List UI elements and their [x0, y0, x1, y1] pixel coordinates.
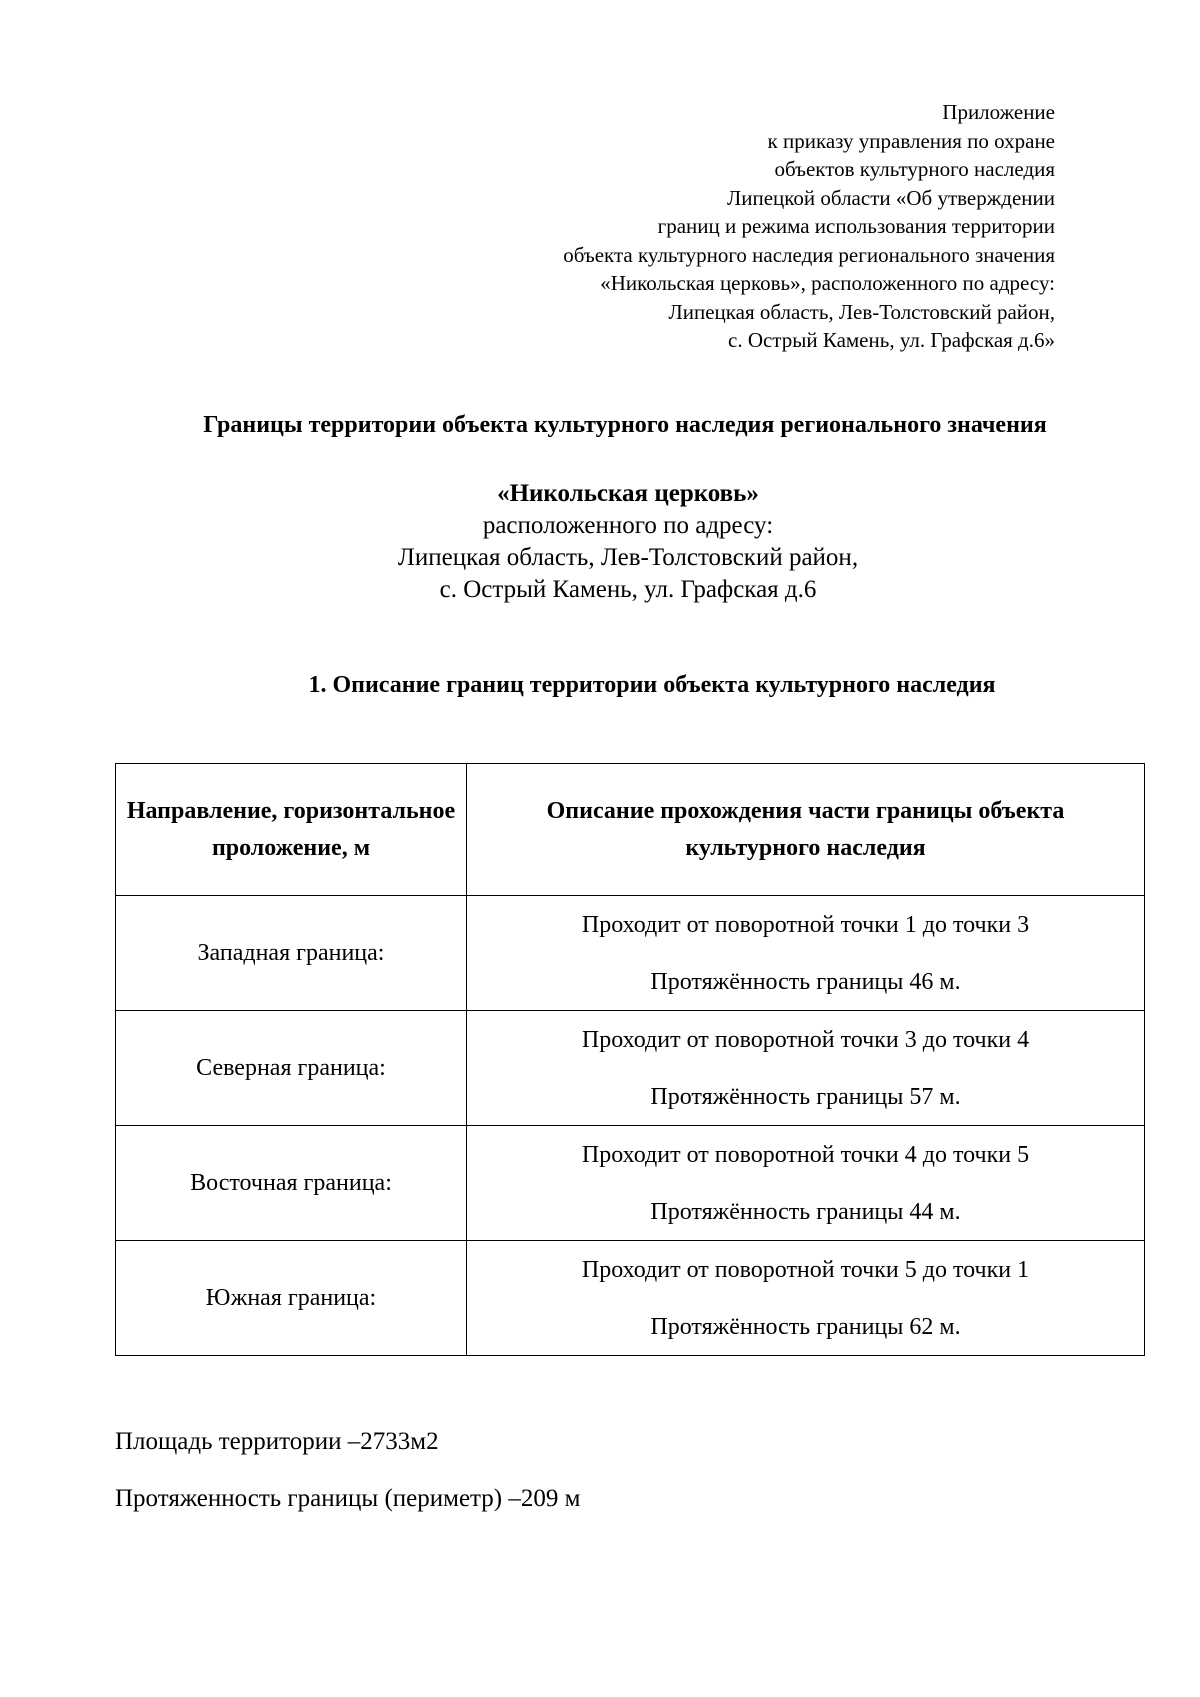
row-passes: Проходит от поворотной точки 3 до точки 4 — [581, 1026, 1030, 1053]
table-row — [116, 896, 1145, 1011]
row-description — [467, 1126, 1145, 1241]
table-row — [116, 1011, 1145, 1126]
row-direction: Западная граница: — [116, 896, 467, 1011]
appendix-line: Липецкая область, Лев-Толстовский район, — [668, 299, 1055, 324]
appendix-line: границ и режима использования территории — [657, 214, 1055, 238]
appendix-line: объекта культурного наследия регионального значения — [563, 242, 1055, 267]
row-passes: Проходит от поворотной точки 5 до точки 1 — [581, 1256, 1030, 1283]
boundaries-table — [115, 763, 1145, 1356]
row-passes: Проходит от поворотной точки 1 до точки 3 — [581, 911, 1030, 938]
header-description: Описание прохождения части границы объекта культурного наследия — [467, 764, 1145, 896]
territory-perimeter: Протяженность границы (периметр) –209 м — [115, 1485, 581, 1512]
row-description — [467, 1241, 1145, 1356]
row-direction: Южная граница: — [116, 1241, 467, 1356]
row-direction: Восточная граница: — [116, 1126, 467, 1241]
header-direction: Направление, горизонтальное проложение, м — [116, 764, 467, 896]
section-heading: 1. Описание границ территории объекта культурного наследия — [308, 672, 996, 698]
row-direction: Северная граница: — [116, 1011, 467, 1126]
table-row — [116, 1241, 1145, 1356]
table-row — [116, 1126, 1145, 1241]
row-length: Протяжённость границы 44 м. — [650, 1198, 961, 1225]
document-title: Границы территории объекта культурного наследия регионального значения — [203, 412, 1047, 438]
row-length: Протяжённость границы 62 м. — [650, 1313, 961, 1340]
row-length: Протяжённость границы 57 м. — [650, 1083, 961, 1110]
appendix-line: «Никольская церковь», расположенного по адресу: — [600, 271, 1055, 295]
appendix-line: объектов культурного наследия — [774, 157, 1055, 181]
appendix-block — [563, 98, 1055, 355]
row-description — [467, 1011, 1145, 1126]
object-name: «Никольская церковь» — [497, 480, 759, 507]
appendix-line: с. Острый Камень, ул. Графская д.6» — [728, 328, 1055, 352]
address-line-2: с. Острый Камень, ул. Графская д.6 — [439, 576, 817, 603]
row-description — [467, 896, 1145, 1011]
row-length: Протяжённость границы 46 м. — [650, 968, 961, 995]
appendix-line: Приложение — [942, 100, 1055, 124]
address-intro: расположенного по адресу: — [482, 512, 774, 539]
territory-area: Площадь территории –2733м2 — [115, 1428, 439, 1455]
row-passes: Проходит от поворотной точки 4 до точки 5 — [581, 1141, 1030, 1168]
address-line-1: Липецкая область, Лев-Толстовский район, — [397, 544, 859, 571]
table-header-row — [116, 764, 1145, 896]
appendix-line: Липецкой области «Об утверждении — [727, 185, 1055, 210]
appendix-line: к приказу управления по охране — [767, 128, 1055, 153]
object-info — [0, 478, 1200, 606]
